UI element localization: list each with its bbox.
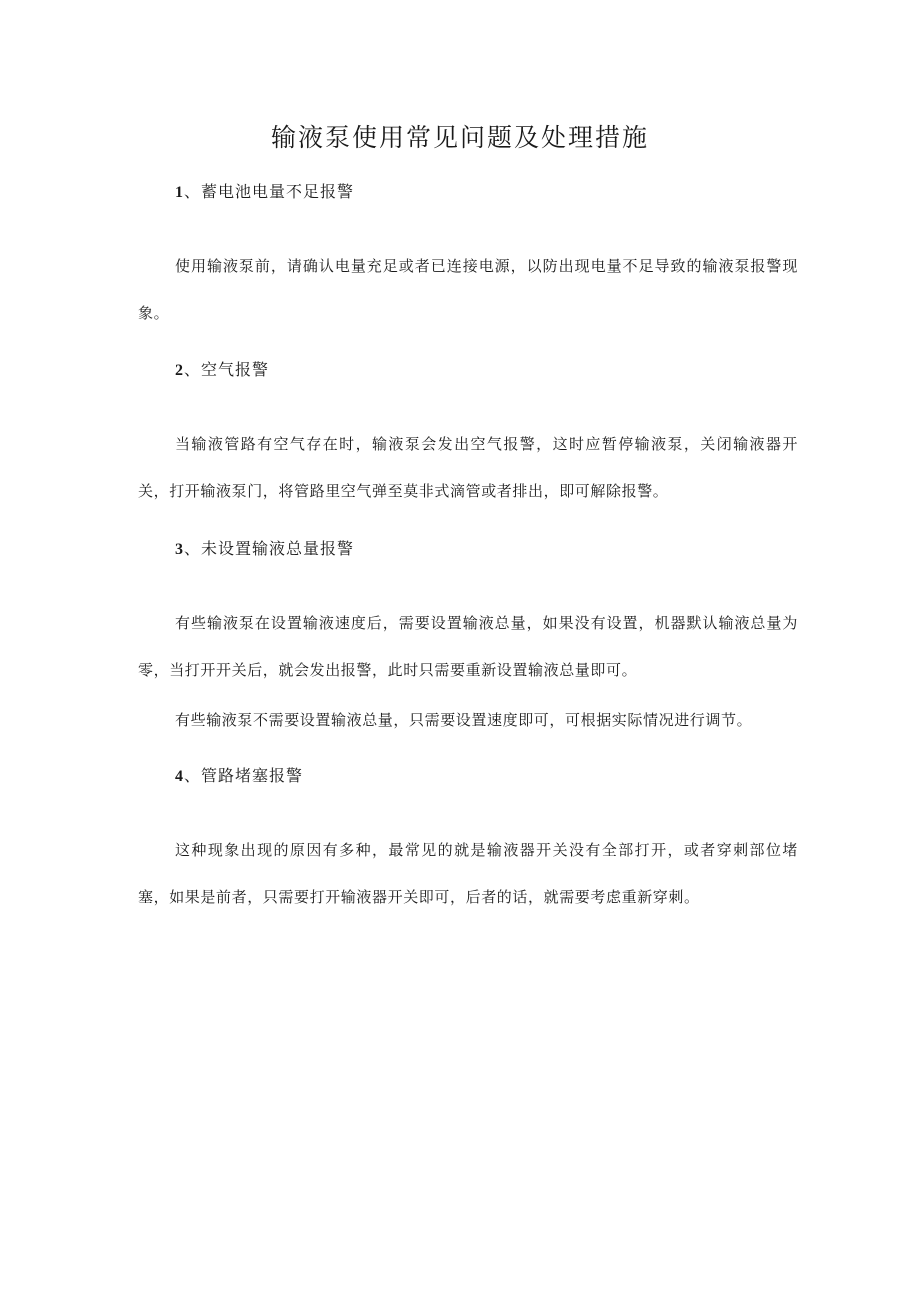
- section-number-3: 3: [175, 541, 184, 558]
- section-title-1: 、蓄电池电量不足报警: [184, 182, 355, 201]
- section-number-4: 4: [175, 768, 184, 785]
- section-3-paragraph-2: 有些输液泵不需要设置输液总量，只需要设置速度即可，可根据实际情况进行调节。: [175, 711, 753, 729]
- section-title-4: 、管路堵塞报警: [184, 766, 304, 785]
- section-title-2: 、空气报警: [184, 360, 270, 379]
- section-heading-4: [175, 764, 303, 789]
- section-heading-2: [175, 358, 269, 383]
- section-3-paragraph-1: 有些输液泵在设置输液速度后，需要设置输液总量，如果没有设置，机器默认输液总量为零，当打开开关后，就会发出报警，此时只需要重新设置输液总量即可。: [138, 614, 798, 679]
- section-2-paragraph-1: 当输液管路有空气存在时，输液泵会发出空气报警，这时应暂停输液泵，关闭输液器开关，打开输液泵门，将管路里空气弹至莫非式滴管或者排出，即可解除报警。: [138, 435, 798, 500]
- section-number-2: 2: [175, 362, 184, 379]
- section-title-3: 、未设置输液总量报警: [184, 539, 355, 558]
- section-4-paragraph-1: 这种现象出现的原因有多种，最常见的就是输液器开关没有全部打开，或者穿刺部位堵塞，如果是前者，只需要打开输液器开关即可，后者的话，就需要考虑重新穿刺。: [138, 841, 798, 906]
- section-heading-1: [175, 180, 354, 205]
- section-number-1: 1: [175, 184, 184, 201]
- page-title: 输液泵使用常见问题及处理措施: [270, 123, 649, 152]
- section-heading-3: [175, 537, 354, 562]
- section-1-paragraph-1: 使用输液泵前，请确认电量充足或者已连接电源，以防出现电量不足导致的输液泵报警现象。: [138, 257, 798, 322]
